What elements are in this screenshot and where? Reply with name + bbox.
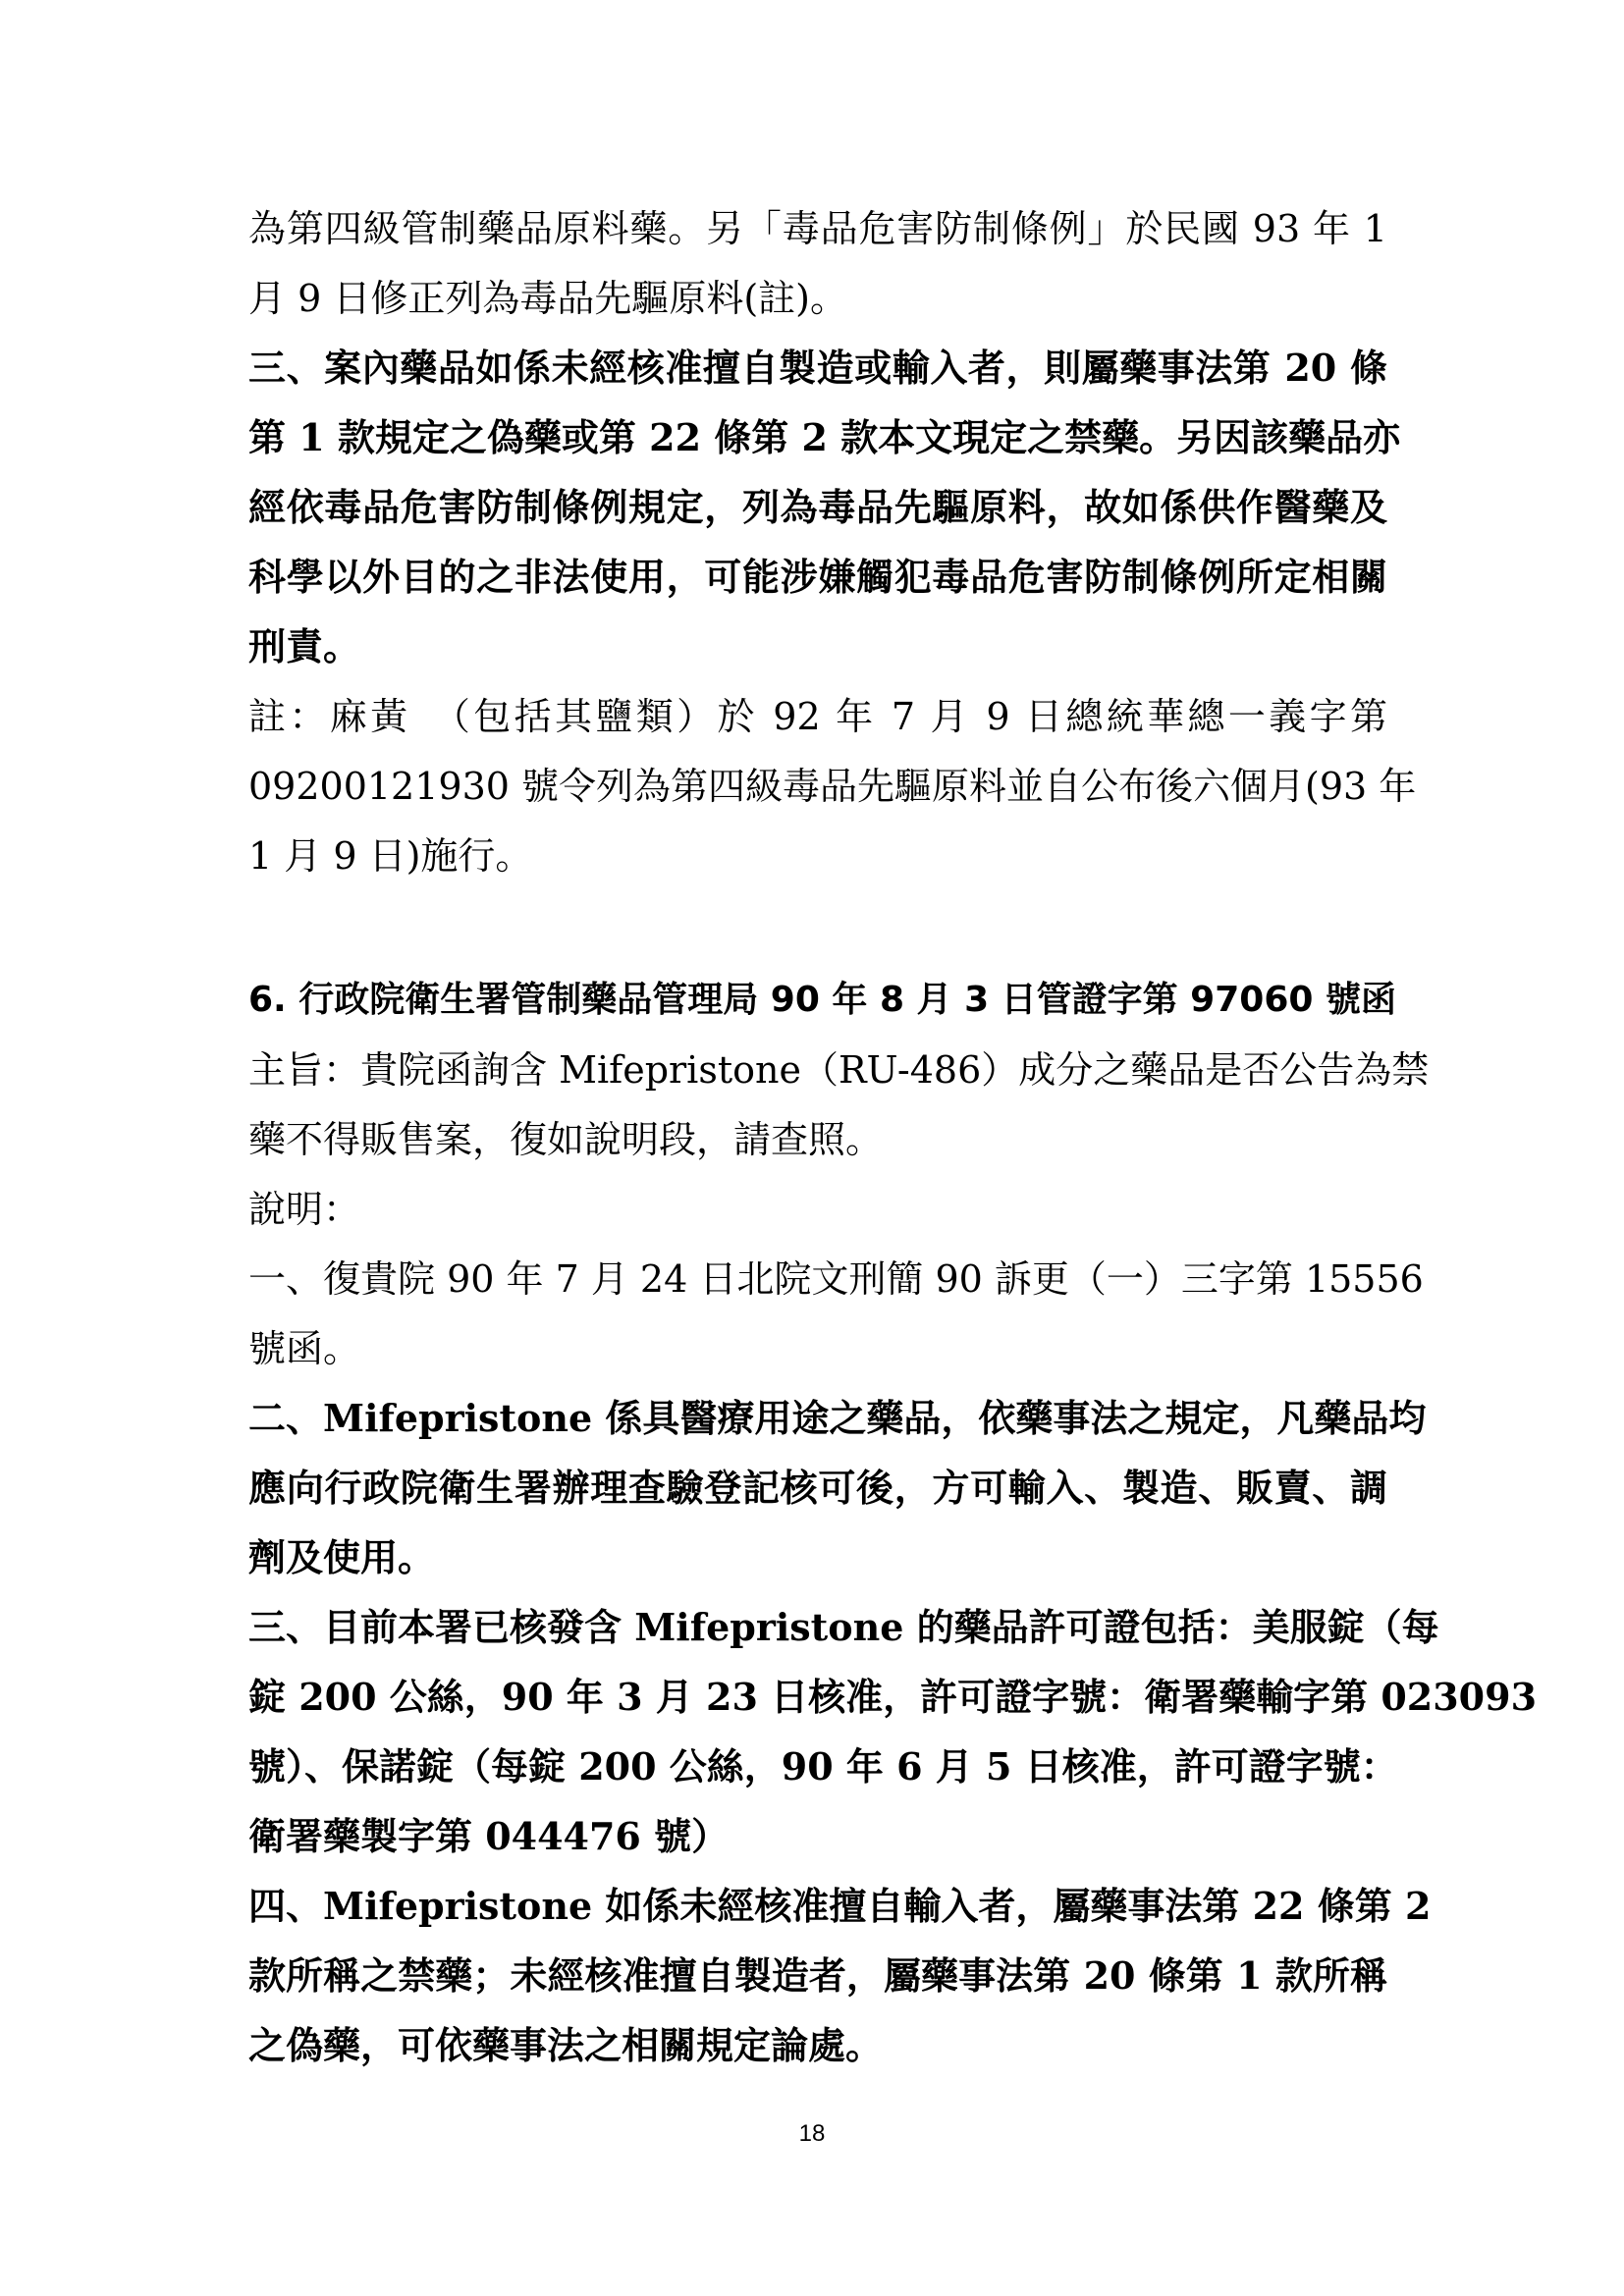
- bold-item-line: 第 1 款規定之偽藥或第 22 條第 2 款本文現定之禁藥。另因該藥品亦: [248, 415, 1401, 459]
- item-line: 一、復貴院 90 年 7 月 24 日北院文刑簡 90 訴更（一）三字第 15556: [248, 1257, 1424, 1301]
- bold-item-line: 衛署藥製字第 044476 號）: [248, 1814, 730, 1858]
- explanation-label: 說明：: [248, 1188, 361, 1231]
- bold-item-line: 三、案內藥品如係未經核准擅自製造或輸入者，則屬藥事法第 20 條: [248, 346, 1387, 390]
- item-line: 號函。: [248, 1327, 361, 1370]
- note-line: 1 月 9 日)施行。: [248, 834, 533, 878]
- subject-line: 藥不得販售案，復如說明段，請查照。: [248, 1118, 884, 1161]
- bold-item-line: 號）、保諾錠（每錠 200 公絲，90 年 6 月 5 日核准，許可證字號：: [248, 1744, 1398, 1789]
- bold-item-line: 款所稱之禁藥；未經核准擅自製造者，屬藥事法第 20 條第 1 款所稱: [248, 1953, 1387, 1998]
- bold-item-line: 經依毒品危害防制條例規定，列為毒品先驅原料，故如係供作醫藥及: [248, 485, 1387, 529]
- bold-item-line: 三、目前本署已核發含 Mifepristone 的藥品許可證包括：美服錠（每: [248, 1605, 1439, 1649]
- paragraph-line: 月 9 日修正列為毒品先驅原料(註)。: [248, 277, 847, 320]
- bold-item-line: 之偽藥，可依藥事法之相關規定論處。: [248, 2023, 884, 2067]
- bold-item-line: 二、Mifepristone 係具醫療用途之藥品，依藥事法之規定，凡藥品均: [248, 1396, 1427, 1440]
- bold-item-line: 四、Mifepristone 如係未經核准擅自輸入者，屬藥事法第 22 條第 2: [248, 1884, 1432, 1928]
- note-line: 09200121930 號令列為第四級毒品先驅原料並自公布後六個月(93 年: [248, 765, 1417, 808]
- page-number: 18: [798, 2120, 826, 2147]
- paragraph-line: 為第四級管制藥品原料藥。另「毒品危害防制條例」於民國 93 年 1: [248, 207, 1387, 250]
- bold-item-line: 刑責。: [248, 624, 361, 668]
- bold-item-line: 科學以外目的之非法使用，可能涉嫌觸犯毒品危害防制條例所定相關: [248, 555, 1387, 599]
- section-heading: 6. 行政院衛生署管制藥品管理局 90 年 8 月 3 日管證字第 97060 號函: [248, 980, 1396, 1020]
- subject-line: 主旨：貴院函詢含 Mifepristone（RU-486）成分之藥品是否公告為禁: [248, 1048, 1430, 1092]
- bold-item-line: 劑及使用。: [248, 1535, 436, 1579]
- bold-item-line: 錠 200 公絲，90 年 3 月 23 日核准，許可證字號：衛署藥輸字第 023093: [248, 1675, 1538, 1719]
- note-line: 註：麻黃 （包括其鹽類）於 92 年 7 月 9 日總統華總一義字第: [248, 695, 1387, 738]
- bold-item-line: 應向行政院衛生署辦理查驗登記核可後，方可輸入、製造、販賣、調: [248, 1466, 1387, 1510]
